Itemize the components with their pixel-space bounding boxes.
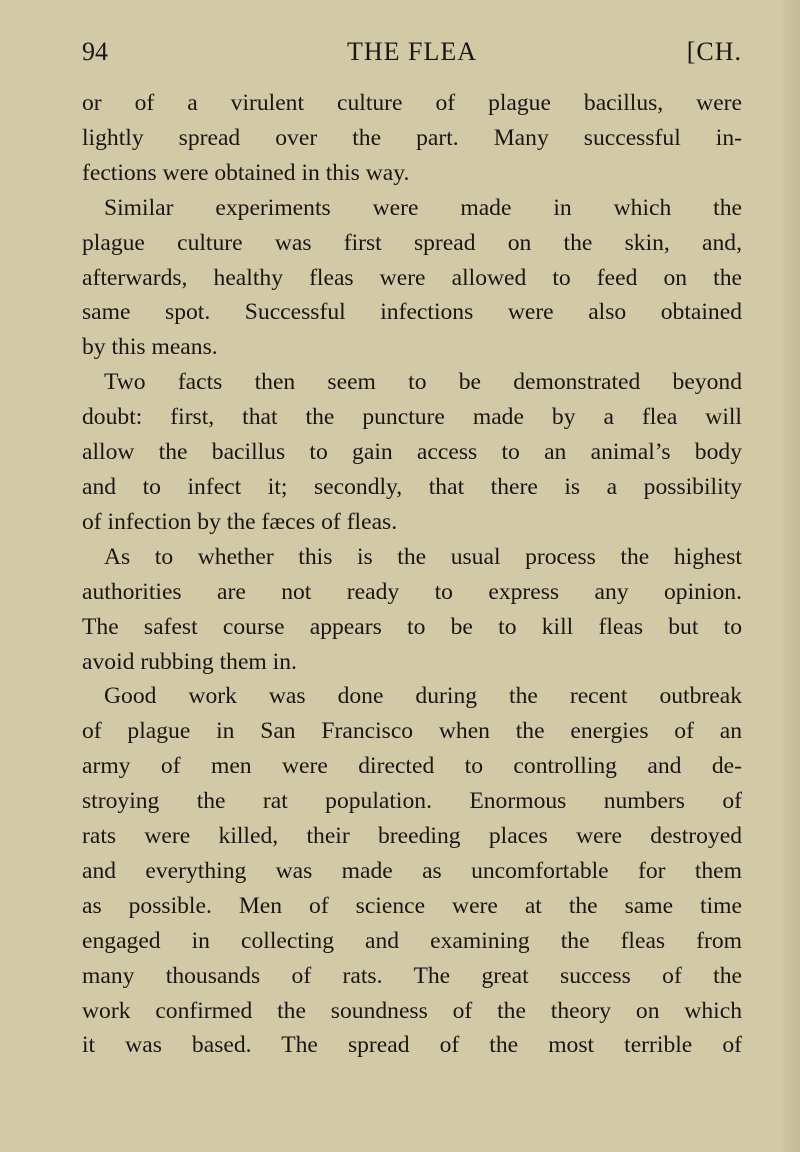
page-number: 94 [82,37,108,66]
text-line: avoid rubbing them in. [82,648,297,675]
text-line: as possible. Men of science were at the same time [82,892,742,919]
text-line: by this means. [82,334,218,361]
page-header [82,34,742,70]
text-line: or of a virulent culture of plague bacillus, were [82,90,742,116]
body-text [82,86,742,1063]
text-line: afterwards, healthy fleas were allowed to feed on the [82,264,742,291]
text-line: many thousands of rats. The great success of the [82,962,742,989]
text-line: of plague in San Francisco when the energies of an [82,718,742,745]
text-line: and to infect it; secondly, that there is a possibility [82,473,742,500]
text-line: The safest course appears to be to kill fleas but to [82,613,742,640]
text-line: Good work was done during the recent outbreak [104,683,742,710]
text-line: Similar experiments were made in which the [104,194,742,221]
text-line: work confirmed the soundness of the theory on which [82,997,742,1024]
text-line: stroying the rat population. Enormous numbers of [82,788,742,815]
text-line: and everything was made as uncomfortable for them [82,857,742,884]
running-title: THE FLEA [346,37,478,66]
text-line: engaged in collecting and examining the fleas from [82,927,742,954]
text-line: fections were obtained in this way. [82,159,410,186]
chapter-mark: [CH. [686,37,742,66]
text-line: doubt: first, that the puncture made by a flea will [82,404,742,431]
text-line: rats were killed, their breeding places were destroyed [82,823,742,850]
text-line: Two facts then seem to be demonstrated beyond [104,369,742,396]
text-line: plague culture was first spread on the skin, and, [82,229,742,256]
text-line: of infection by the fæces of fleas. [82,508,398,535]
text-line: same spot. Successful infections were also obtained [82,299,742,326]
text-line: army of men were directed to controlling and de- [82,753,742,780]
text-line: it was based. The spread of the most terrible of [82,1032,742,1059]
text-line: As to whether this is the usual process the highest [104,543,742,570]
text-line: allow the bacillus to gain access to an animal’s body [82,439,742,466]
text-line: authorities are not ready to express any opinion. [82,578,742,605]
text-line: lightly spread over the part. Many successful in- [82,124,742,151]
